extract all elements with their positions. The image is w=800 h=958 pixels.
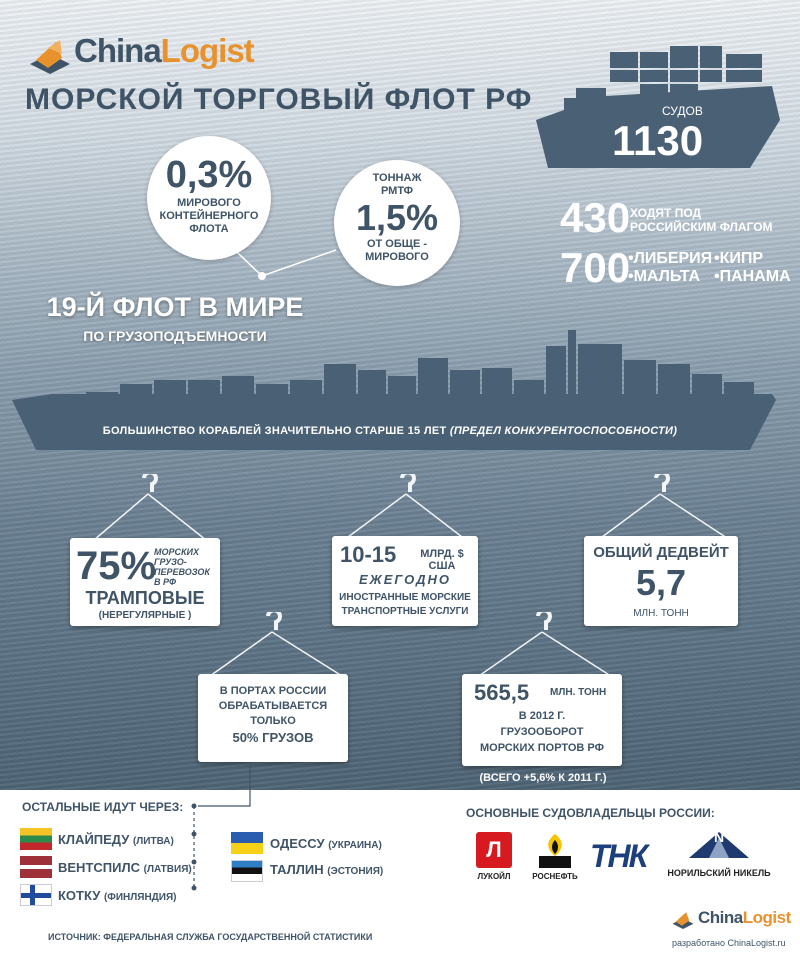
rank-title: 19-Й ФЛОТ В МИРЕ bbox=[46, 292, 304, 322]
rosneft-name: РОСНЕФТЬ bbox=[532, 872, 578, 881]
tramp-side-2: ГРУЗО- bbox=[154, 557, 187, 567]
footer-logo-logist: Logist bbox=[742, 908, 791, 927]
finland-flag-icon bbox=[20, 884, 52, 906]
hook-tramp bbox=[90, 474, 210, 544]
bubble-tonnage-top2: РМТФ bbox=[380, 185, 414, 197]
hook-deadweight bbox=[594, 474, 734, 544]
tramp-side-1: МОРСКИХ bbox=[154, 547, 200, 557]
owners-heading: ОСНОВНЫЕ СУДОВЛАДЕЛЬЦЫ РОССИИ: bbox=[466, 806, 715, 820]
turnover-unit: МЛН. ТОНН bbox=[550, 687, 607, 698]
deadweight-value: 5,7 bbox=[635, 562, 687, 603]
port-kotka-country: (ФИНЛЯНДИЯ) bbox=[103, 892, 177, 903]
bubble-tonnage-line1: ОТ ОБЩЕ - bbox=[366, 238, 428, 250]
services-line2: ТРАНСПОРТНЫЕ УСЛУГИ bbox=[341, 606, 469, 617]
port-odessa-country: (УКРАИНА) bbox=[328, 840, 382, 851]
flag-item-panama: •ПАНАМА bbox=[714, 268, 791, 285]
turnover-value: 565,5 bbox=[474, 680, 530, 705]
footer-logo bbox=[670, 904, 790, 934]
russian-flag-count: 430 bbox=[560, 194, 631, 241]
port-kotka-name: КОТКУ bbox=[58, 888, 101, 903]
port-ventspils bbox=[58, 860, 192, 875]
lukoil-logo bbox=[472, 832, 516, 886]
nornickel-name: НОРИЛЬСКИЙ НИКЕЛЬ bbox=[667, 868, 771, 878]
port-klaipeda-country: (ЛИТВА) bbox=[132, 836, 174, 847]
russian-flag-text bbox=[630, 206, 773, 234]
sign-tramp bbox=[70, 538, 220, 626]
hook-turnover bbox=[470, 612, 620, 682]
logo-text-logist: Logist bbox=[160, 32, 254, 69]
bubble-tonnage-line2: МИРОВОГО bbox=[365, 251, 429, 263]
lukoil-icon: Л bbox=[476, 832, 512, 868]
services-yearly: ЕЖЕГОДНО bbox=[358, 572, 452, 587]
logo-icon bbox=[26, 34, 74, 76]
hook-ports bbox=[206, 612, 346, 680]
rank-subtitle: ПО ГРУЗОПОДЪЕМНОСТИ bbox=[83, 328, 267, 344]
foreign-flag-count: 700 bbox=[560, 244, 631, 291]
source: ИСТОЧНИК: ФЕДЕРАЛЬНАЯ СЛУЖБА ГОСУДАРСТВЕННОЙ СТАТИСТИКИ bbox=[48, 932, 373, 942]
top-ship-count: 1130 bbox=[612, 117, 704, 164]
flag-item-liberia: •ЛИБЕРИЯ bbox=[628, 250, 713, 267]
big-ship-caption bbox=[30, 425, 750, 437]
port-kotka bbox=[58, 888, 177, 903]
flag-item-malta: •МАЛЬТА bbox=[628, 268, 701, 285]
services-line1: ИНОСТРАННЫЕ МОРСКИЕ bbox=[339, 592, 471, 603]
latvia-flag-icon bbox=[20, 856, 52, 878]
ukraine-flag-icon bbox=[231, 832, 263, 854]
port-klaipeda-name: КЛАЙПЕДУ bbox=[58, 832, 130, 847]
ports-line4: 50% ГРУЗОВ bbox=[232, 730, 314, 745]
port-tallinn bbox=[270, 862, 383, 877]
big-ship-caption-italic: (ПРЕДЕЛ КОНКУРЕНТОСПОСОБНОСТИ) bbox=[449, 425, 678, 437]
services-unit: МЛРД. $ США bbox=[420, 548, 464, 572]
lithuania-flag-icon bbox=[20, 828, 52, 850]
port-odessa bbox=[270, 836, 382, 851]
tramp-side-4: В РФ bbox=[154, 577, 177, 587]
ports-line3: ТОЛЬКО bbox=[250, 715, 296, 727]
others-heading: ОСТАЛЬНЫЕ ИДУТ ЧЕРЕЗ: bbox=[22, 800, 184, 814]
tramp-value: 75% bbox=[76, 544, 157, 588]
rosneft-icon bbox=[537, 832, 573, 868]
sign-services bbox=[332, 536, 478, 626]
tramp-note: (НЕРЕГУЛЯРНЫЕ ) bbox=[98, 610, 192, 621]
ports-line1: В ПОРТАХ РОССИИ bbox=[219, 685, 327, 697]
footer-logo-icon bbox=[670, 908, 696, 930]
logo-text-china: China bbox=[74, 32, 161, 69]
tramp-title: ТРАМПОВЫЕ bbox=[85, 588, 205, 608]
port-tallinn-name: ТАЛЛИН bbox=[270, 862, 324, 877]
bubble-tonnage-share bbox=[334, 160, 460, 286]
footer-logo-china: China bbox=[698, 908, 743, 927]
bubble-container-line2: КОНТЕЙНЕРНОГО bbox=[159, 210, 259, 222]
hook-services bbox=[340, 474, 470, 544]
growth-note: (ВСЕГО +5,6% К 2011 Г.) bbox=[479, 772, 607, 784]
bubble-container-value: 0,3% bbox=[165, 154, 253, 196]
logo bbox=[26, 26, 254, 76]
tramp-side bbox=[154, 547, 210, 587]
turnover-line2: ГРУЗООБОРОТ bbox=[500, 726, 584, 738]
estonia-flag-icon bbox=[231, 860, 263, 882]
bubble-container-line3: ФЛОТА bbox=[189, 223, 229, 235]
bubble-tonnage-top1: ТОННАЖ bbox=[372, 172, 422, 184]
tnk-logo bbox=[590, 838, 652, 882]
lukoil-name: ЛУКОЙЛ bbox=[477, 872, 511, 881]
sign-turnover bbox=[462, 674, 622, 766]
tramp-side-3: ПЕРЕВОЗОК bbox=[154, 567, 210, 577]
bubble-container-share bbox=[147, 136, 271, 260]
developed-by: разработано ChinaLogist.ru bbox=[672, 938, 786, 948]
turnover-line3: МОРСКИХ ПОРТОВ РФ bbox=[480, 742, 604, 754]
top-ship-label: СУДОВ bbox=[662, 104, 703, 118]
turnover-line1: В 2012 Г. bbox=[518, 710, 566, 722]
bubble-container-line1: МИРОВОГО bbox=[177, 197, 241, 209]
page-title: МОРСКОЙ ТОРГОВЫЙ ФЛОТ РФ bbox=[25, 83, 533, 116]
deadweight-unit: МЛН. ТОНН bbox=[633, 608, 689, 619]
big-ship-caption-text: БОЛЬШИНСТВО КОРАБЛЕЙ ЗНАЧИТЕЛЬНО СТАРШЕ 15 ЛЕТ bbox=[102, 425, 447, 437]
ports-line2: ОБРАБАТЫВАЕТСЯ bbox=[218, 700, 328, 712]
tnk-name: ТНК bbox=[590, 838, 647, 874]
russian-flag-line2: РОССИЙСКИМ ФЛАГОМ bbox=[630, 220, 773, 234]
nornickel-icon bbox=[689, 826, 749, 860]
port-ventspils-name: ВЕНТСПИЛС bbox=[58, 860, 140, 875]
rosneft-logo bbox=[528, 832, 582, 886]
port-klaipeda bbox=[58, 832, 174, 847]
services-value: 10-15 bbox=[340, 542, 397, 567]
port-ventspils-country: (ЛАТВИЯ) bbox=[143, 864, 192, 875]
russian-flag-line1: ХОДЯТ ПОД bbox=[630, 206, 702, 220]
port-odessa-name: ОДЕССУ bbox=[270, 836, 325, 851]
deadweight-title: ОБЩИЙ ДЕДВЕЙТ bbox=[593, 544, 729, 561]
flag-item-cyprus: •КИПР bbox=[714, 250, 764, 267]
bubble-tonnage-value: 1,5% bbox=[355, 197, 439, 238]
nornickel-logo bbox=[664, 826, 774, 886]
sign-ports bbox=[198, 674, 348, 762]
port-tallinn-country: (ЭСТОНИЯ) bbox=[327, 866, 384, 877]
svg-text:N: N bbox=[713, 829, 725, 845]
